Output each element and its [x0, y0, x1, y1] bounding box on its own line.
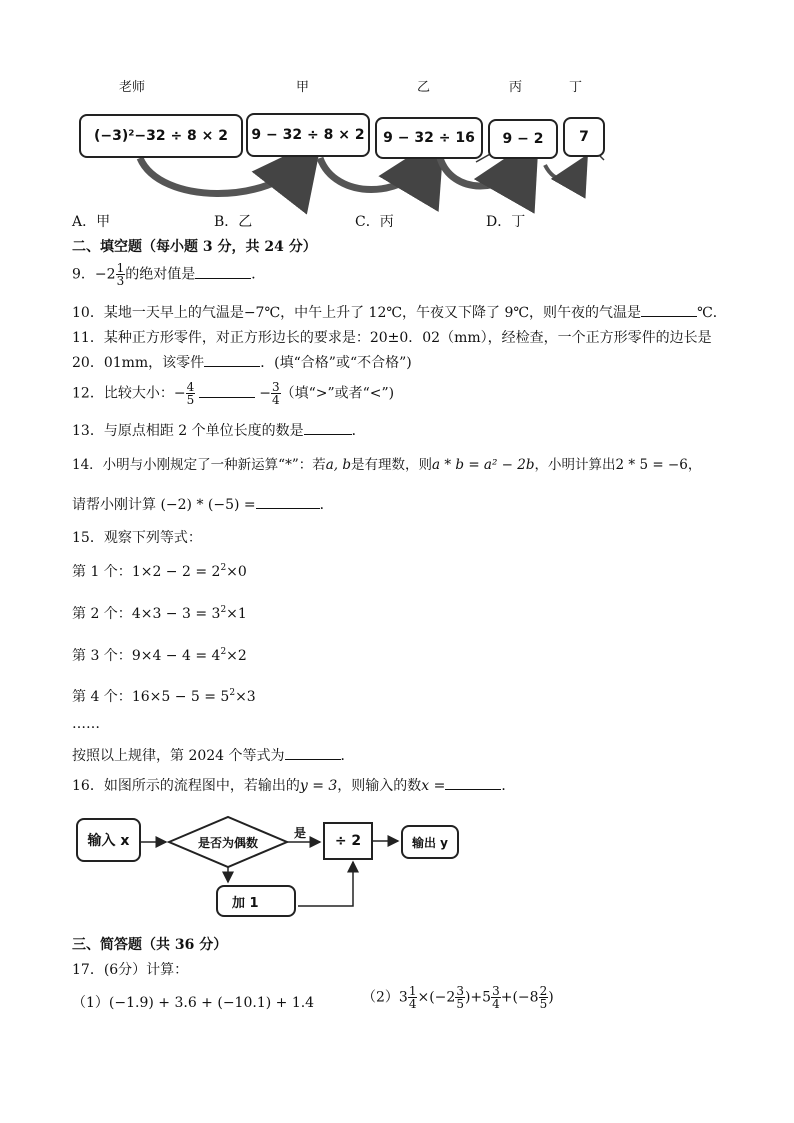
q12-minus-1: − — [173, 385, 186, 402]
q11-text-b: ．(填“合格”或“不合格”) — [260, 355, 412, 371]
flow-add-box: 加 1 — [216, 885, 296, 917]
q12-f1-den: 5 — [186, 393, 195, 407]
q15-item-label: 第 3 个： — [72, 648, 132, 664]
q14-question: 请帮小刚计算 (−2) * (−5) = — [72, 497, 256, 513]
label-teacher: 老师 — [119, 80, 146, 95]
label-yi: 乙 — [417, 80, 431, 95]
q15-item-lhs: 4×3 − 3 = 3 — [131, 606, 221, 622]
q17-mixed-whole: 3 — [398, 989, 408, 1006]
q16-text-a: 16．如图所示的流程图中，若输出的 — [72, 778, 300, 794]
q15-item-lhs: 16×5 − 5 = 5 — [131, 689, 230, 705]
q15-item-label: 第 4 个： — [72, 689, 132, 705]
box-bing: 9 − 2 — [488, 119, 558, 159]
q17-part2 — [362, 985, 554, 1010]
q15-item-exp: 2 — [220, 647, 227, 657]
q14-text-d: ， — [687, 457, 702, 473]
q17-part1-label: （1） — [72, 995, 109, 1011]
box-ding: 7 — [563, 117, 605, 157]
q17-fraction — [455, 985, 465, 1010]
q15-item-label: 第 2 个： — [72, 606, 132, 622]
q12-hint: （填“>”或者“<”) — [280, 385, 395, 402]
frac-den: 5 — [456, 997, 464, 1011]
q12-text: 12．比较大小： — [72, 385, 174, 402]
q15-item-exp: 2 — [220, 605, 227, 615]
section-title-fill-in: 二、填空题（每小题 3 分，共 24 分） — [72, 239, 317, 255]
frac-num: 2 — [539, 984, 548, 998]
q17-fraction — [491, 985, 501, 1010]
q16-text-b: ，则输入的数 — [337, 778, 422, 794]
q16-y-value: y = 3 — [299, 778, 338, 794]
q12-minus-2: − — [259, 385, 271, 402]
section-title-short-answer: 三、简答题（共 36 分） — [72, 937, 228, 953]
flow-decision-label: 是否为偶数 — [198, 836, 259, 850]
q17-part1 — [72, 992, 314, 1012]
frac-num: 1 — [408, 984, 417, 998]
q17-title: 17．(6分）计算： — [72, 962, 189, 978]
box-jia: 9 − 32 ÷ 8 × 2 — [246, 113, 370, 157]
q14-text-c: ，小明计算出 — [534, 457, 616, 473]
q9-negative: −2 — [94, 266, 116, 283]
q15-item-rhs: ×2 — [226, 648, 247, 664]
box-teacher: (−3)²−32 ÷ 8 × 2 — [79, 114, 243, 158]
q10-end: ℃． — [697, 305, 727, 321]
option-b: B．乙 — [214, 214, 253, 230]
q9-text: 的绝对值是 — [125, 266, 196, 283]
q13-text: 13．与原点相距 2 个单位长度的数是 — [72, 423, 304, 439]
q11-text-a: 20．01mm，该零件 — [72, 355, 205, 371]
q17-operator: +(−8 — [500, 989, 539, 1006]
q15-item-rhs: ×1 — [226, 606, 247, 622]
q11-line1: 11．某种正方形零件，对正方形边长的要求是：20±0．02（mm），经检查，一个正方形零件的边长是 — [72, 330, 712, 346]
flow-input-box: 输入 x — [76, 818, 141, 862]
q14-text-a: 14．小明与小刚规定了一种新运算“*”：若 — [72, 457, 326, 473]
q15-item-lhs: 9×4 − 4 = 4 — [131, 648, 221, 664]
q9-frac-den: 3 — [116, 274, 125, 288]
option-d: D．丁 — [486, 214, 526, 230]
q17-operator: )+5 — [464, 989, 492, 1006]
option-c: C．丙 — [355, 214, 394, 230]
box-yi: 9 − 32 ÷ 16 — [375, 117, 483, 159]
label-ding: 丁 — [569, 80, 583, 95]
q17-fraction — [539, 985, 549, 1010]
label-jia: 甲 — [296, 80, 310, 95]
q17-close-paren: ) — [548, 989, 554, 1006]
q15-item-exp: 2 — [220, 563, 227, 573]
q9-end: ． — [251, 266, 266, 283]
q17-part2-label: （2） — [362, 989, 399, 1006]
frac-num: 3 — [456, 984, 464, 998]
q15-item-rhs: ×3 — [235, 689, 256, 705]
q12-f1-num: 4 — [186, 380, 195, 394]
q15-item-label: 第 1 个： — [72, 564, 132, 580]
q14-end: ． — [319, 497, 334, 513]
q12-f2-num: 3 — [271, 380, 280, 394]
q14-ab: a, b — [325, 457, 352, 473]
q14-example: 2 * 5 = −6 — [615, 457, 688, 473]
frac-den: 5 — [539, 997, 548, 1011]
flow-divide-box: ÷ 2 — [323, 822, 373, 860]
q10-text: 10．某地一天早上的气温是−7℃，中午上升了 12℃，午夜又下降了 9℃，则午夜的气温是 — [72, 305, 642, 321]
q14-definition: a * b = a² − 2b — [432, 457, 535, 473]
label-bing: 丙 — [509, 80, 523, 95]
frac-den: 4 — [408, 997, 417, 1011]
q15-ellipsis: …… — [72, 716, 100, 732]
q12-f2-den: 4 — [271, 393, 280, 407]
q14-text-b: 是有理数，则 — [351, 457, 433, 473]
q15-question-text: 按照以上规律，第 2024 个等式为 — [72, 748, 285, 764]
q15-item-rhs: ×0 — [226, 564, 247, 580]
frac-num: 3 — [492, 984, 500, 998]
q17-operator: ×(−2 — [417, 989, 456, 1006]
q15-item-exp: 2 — [229, 688, 236, 698]
option-a: A．甲 — [72, 214, 111, 230]
q16-x-label: x = — [421, 778, 446, 794]
q17-part1-expression: (−1.9) + 3.6 + (−10.1) + 1.4 — [108, 995, 315, 1011]
q9-number: 9． — [72, 266, 95, 283]
flow-output-box: 输出 y — [401, 825, 459, 859]
flow-yes-label: 是 — [294, 826, 307, 840]
q9-frac-num: 1 — [116, 261, 125, 275]
q13-end: ． — [351, 423, 366, 439]
q15-item-lhs: 1×2 − 2 = 2 — [131, 564, 221, 580]
frac-den: 4 — [492, 997, 500, 1011]
q16-end: ． — [501, 778, 516, 794]
q15-title: 15．观察下列等式： — [72, 530, 202, 546]
q15-end: ． — [340, 748, 355, 764]
